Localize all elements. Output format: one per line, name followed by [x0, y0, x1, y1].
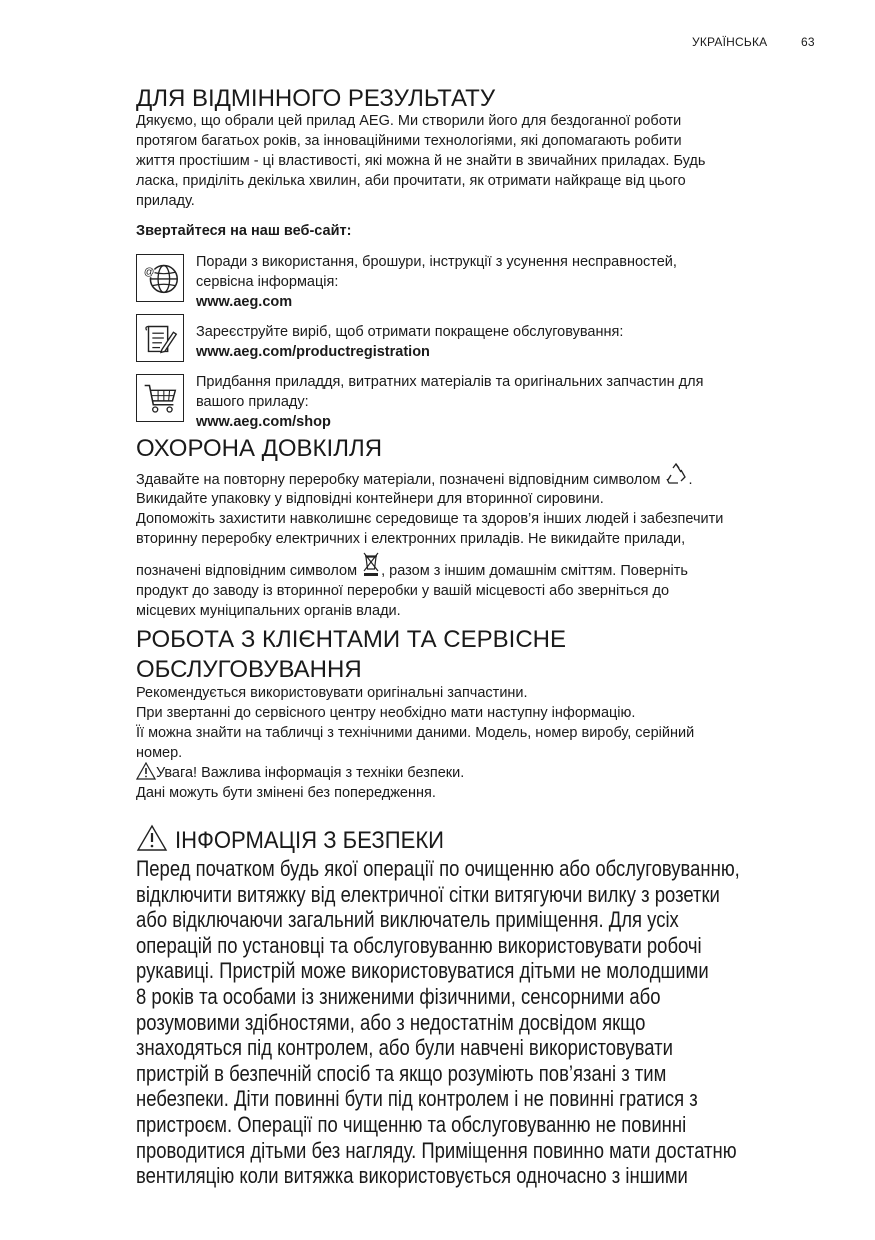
env-line: продукт до заводу із вторинної переробки у вашій місцевості або зверніться до: [136, 583, 670, 599]
service-line: При звертанні до сервісного центру необхідно мати наступну інформацію.: [136, 705, 636, 721]
service-line: Дані можуть бути змінені без попередження.: [136, 785, 436, 801]
intro-line: ласка, приділіть декілька хвилин, аби прочитати, як отримати найкраще від цього: [136, 173, 686, 189]
safety-title-text: ІНФОРМАЦІЯ З БЕЗПЕКИ: [174, 827, 444, 854]
env-line: [136, 463, 723, 489]
section-title-service: [136, 625, 566, 685]
safety-line: 8 років та особами із зниженими фізичними, сенсорними або: [136, 983, 661, 1009]
website-item-support: [196, 252, 677, 312]
safety-line: рукавиці. Пристрій може використовуватися дітьми не молодшими: [136, 958, 709, 984]
env-line-text: , разом з іншим домашнім сміттям. Поверніть: [381, 563, 688, 579]
intro-line: приладу.: [136, 193, 195, 209]
safety-line: знаходяться під контролем, або були навчені використовувати: [136, 1035, 673, 1061]
item-text: Придбання приладдя, витратних матеріалів та оригінальних запчастин для: [196, 374, 704, 390]
safety-line: пристрій в безпечній спосіб та якщо розуміють пов’язані з тим: [136, 1060, 667, 1086]
service-line: номер.: [136, 745, 183, 761]
intro-line: Дякуємо, що обрали цей прилад AEG. Ми створили його для бездоганної роботи: [136, 113, 682, 129]
globe-icon: [136, 254, 184, 302]
safety-line: операцій по установці та обслуговуванню використовувати робочі: [136, 932, 702, 958]
link-registration[interactable]: www.aeg.com/productregistration: [196, 344, 430, 360]
intro-line: протягом багатьох років, за інноваційними технологіями, які допомагають робити: [136, 133, 682, 149]
environment-paragraph: [136, 463, 723, 621]
safety-line: відключити витяжку від електричної сітки витягуючи вилку з розетки: [136, 881, 720, 907]
weee-bin-icon: [361, 551, 381, 577]
recycle-icon: [664, 462, 688, 486]
service-paragraph: [136, 683, 694, 803]
safety-line: або відключаючи загальний виключатель приміщення. Для усіх: [136, 907, 679, 933]
env-line: Викидайте упаковку у відповідні контейнери для вторинної сировини.: [136, 491, 604, 507]
env-line: [136, 549, 723, 581]
safety-line: проводитися дітьми без нагляду. Приміщення повинно мати достатню: [136, 1137, 737, 1163]
env-line: Допоможіть захистити навколишнє середовище та здоров’я інших людей і забезпечити: [136, 511, 724, 527]
safety-line: вентиляцію коли витяжка використовується одночасно з іншими: [136, 1163, 688, 1189]
page-number: 63: [801, 35, 815, 49]
section-title-environment: ОХОРОНА ДОВКІЛЛЯ: [136, 435, 383, 462]
website-item-shop: [196, 372, 703, 432]
safety-line: пристроєм. Операції по чищенню та обслуговуванню не повинні: [136, 1111, 687, 1137]
warning-icon: [136, 762, 156, 780]
section-title-result: ДЛЯ ВІДМІННОГО РЕЗУЛЬТАТУ: [136, 85, 496, 112]
service-title-line: ОБСЛУГОВУВАННЯ: [136, 656, 362, 683]
link-shop[interactable]: www.aeg.com/shop: [196, 414, 331, 430]
safety-title: [136, 826, 467, 856]
svg-text:@: @: [143, 266, 155, 279]
website-item-registration: [196, 322, 623, 362]
env-line-text: Здавайте на повторну переробку матеріали, позначені відповідним символом: [136, 472, 661, 488]
env-line: вторинну переробку електричних і електронних приладів. Не викидайте прилади,: [136, 531, 686, 547]
env-line-text: позначені відповідним символом: [136, 563, 358, 579]
item-text: сервісна інформація:: [196, 274, 339, 290]
safety-line: небезпеки. Діти повинні бути під контролем і не повинні гратися з: [136, 1086, 698, 1112]
shopping-cart-icon: [136, 374, 184, 422]
warning-text: Увага! Важлива інформація з техніки безпеки.: [156, 765, 465, 781]
item-text: Зареєструйте виріб, щоб отримати покращене обслуговування:: [196, 324, 624, 340]
item-text: Поради з використання, брошури, інструкції з усунення несправностей,: [196, 254, 677, 270]
intro-paragraph: [136, 111, 705, 211]
safety-line: розумовими здібностями, або з недостатнім досвідом якщо: [136, 1009, 646, 1035]
safety-paragraph: [136, 856, 740, 1189]
service-line: Рекомендується використовувати оригінальні запчастини.: [136, 685, 528, 701]
service-title-line: РОБОТА З КЛІЄНТАМИ ТА СЕРВІСНЕ: [136, 626, 566, 653]
warning-icon: [136, 824, 168, 852]
env-line-end: .: [688, 472, 693, 488]
registration-icon: [136, 314, 184, 362]
website-heading: Звертайтеся на наш веб-сайт:: [136, 223, 352, 239]
service-warning-line: [136, 763, 694, 783]
intro-line: життя простішим - ці властивості, які можна й не знайти в звичайних приладах. Будь: [136, 153, 706, 169]
header-language: УКРАЇНСЬКА: [692, 35, 768, 49]
item-text: вашого приладу:: [196, 394, 309, 410]
safety-line: Перед початком будь якої операції по очищенню або обслуговуванню,: [136, 856, 740, 881]
service-line: Її можна знайти на табличці з технічними даними. Модель, номер виробу, серійний: [136, 725, 695, 741]
env-line: місцевих муніципальних органів влади.: [136, 603, 401, 619]
link-aeg[interactable]: www.aeg.com: [196, 294, 293, 310]
